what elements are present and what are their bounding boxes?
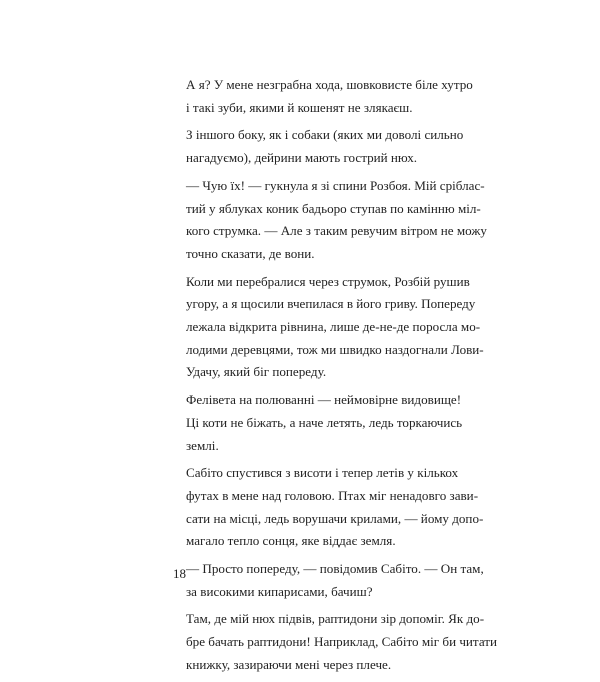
text-line: футах в мене над головою. Птах міг ненадовго зави-: [186, 487, 479, 503]
text-line: точно сказати, де вони.: [186, 245, 315, 261]
text-line: кого струмка. — Але з таким ревучим вітром не можу: [186, 223, 487, 239]
text-line: тий у яблуках коник бадьоро ступав по камінню міл-: [186, 200, 481, 216]
paragraph-7: [173, 558, 484, 603]
text-line: магало тепло сонця, яке віддає земля.: [186, 533, 396, 549]
text-line: лодими деревцями, тож ми швидко наздогнали Лови-: [186, 341, 484, 357]
paragraph-5: [173, 389, 463, 457]
text-line: за високими кипарисами, бачиш?: [186, 583, 373, 599]
text-line: Коли ми перебралися через струмок, Розбій рушив: [186, 273, 470, 289]
paragraph-1: [173, 74, 473, 119]
paragraph-3: [173, 175, 487, 266]
text-line: Ці коти не біжать, а наче летять, ледь торкаючись: [186, 414, 463, 430]
paragraph-2: [173, 124, 464, 169]
text-line: — Просто попереду, — повідомив Сабіто. — Он там,: [186, 561, 484, 577]
paragraph-4: [173, 271, 484, 385]
text-line: Фелівета на полюванні — неймовірне видовище!: [186, 392, 462, 408]
text-line: нагадуємо), дейрини мають гострий нюх.: [186, 150, 418, 166]
text-line: книжку, зазираючи мені через плече.: [186, 656, 392, 672]
text-line: Сабіто спустився з висоти і тепер летів у кількох: [186, 465, 459, 481]
text-line: Там, де мій нюх підвів, раптидони зір допоміг. Як до-: [186, 611, 485, 627]
text-line: угору, а я щосили вчепилася в його гриву. Попереду: [186, 296, 476, 312]
text-line: бре бачать раптидони! Наприклад, Сабіто міг би читати: [186, 634, 498, 650]
text-line: лежала відкрита рівнина, лише де-не-де поросла мо-: [186, 319, 481, 335]
text-line: — Чую їх! — гукнула я зі спини Розбоя. Мій сріблас-: [186, 177, 485, 193]
paragraph-8: [173, 608, 498, 676]
page-number: 18: [173, 566, 186, 581]
body-text: [173, 74, 498, 682]
text-line: Удачу, який біг попереду.: [186, 364, 327, 380]
paragraph-6: [173, 462, 484, 553]
text-line: З іншого боку, як і собаки (яких ми доволі сильно: [186, 127, 464, 143]
text-line: і такі зуби, якими й кошенят не злякаєш.: [186, 99, 413, 115]
text-line: сати на місці, ледь ворушачи крилами, — йому допо-: [186, 510, 484, 526]
text-line: А я? У мене незграбна хода, шовковисте біле хутро: [186, 77, 473, 92]
text-line: землі.: [186, 437, 219, 453]
